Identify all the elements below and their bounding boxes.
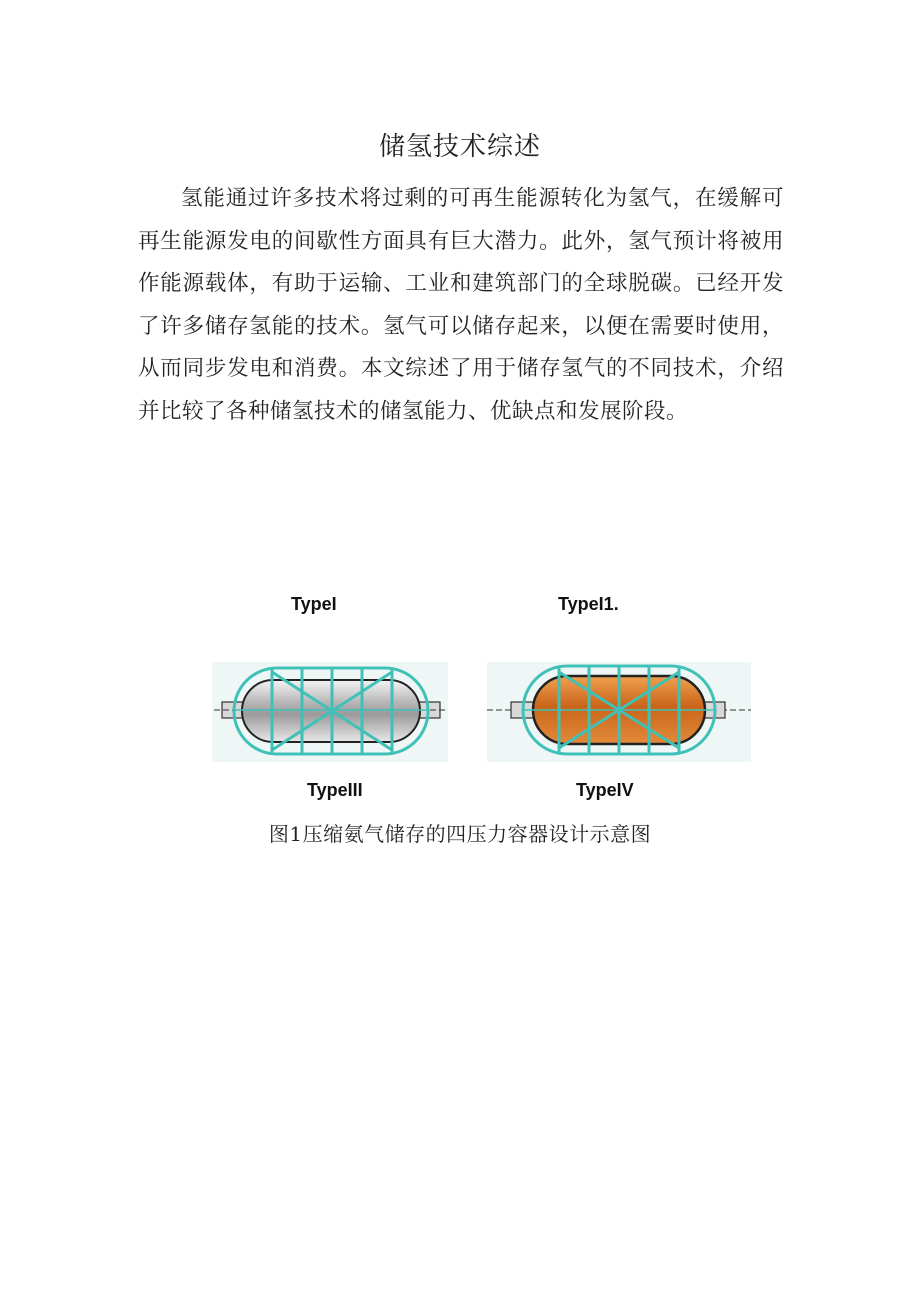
document-title: 储氢技术综述 [378, 132, 541, 162]
tank-type-4-illustration [487, 662, 751, 762]
label-type-1: TypeI [291, 594, 337, 614]
label-type-2: TypeI1. [558, 594, 619, 614]
pressure-vessel-figure [0, 580, 920, 850]
figure-caption: 图1压缩氨气储存的四压力容器设计示意图 [268, 822, 652, 846]
label-type-3: TypeIII [307, 780, 363, 800]
document-paragraph: 氢能通过许多技术将过剩的可再生能源转化为氢气，在缓解可再生能源发电的间歇性方面具有巨大潜力。此外，氢气预计将被用作能源载体，有助于运输、工业和建筑部门的全球脱碳。已经开发了许多储存氢能的技术。氢气可以储存起来，以便在需要时使用，从而同步发电和消费。本文综述了用于储存氢气的不同技术，介绍并比较了各种储氢技术的储氢能力、优缺点和发展阶段。 [138, 186, 784, 424]
label-type-4: TypeIV [576, 780, 634, 800]
tank-type-3-illustration [212, 662, 448, 762]
